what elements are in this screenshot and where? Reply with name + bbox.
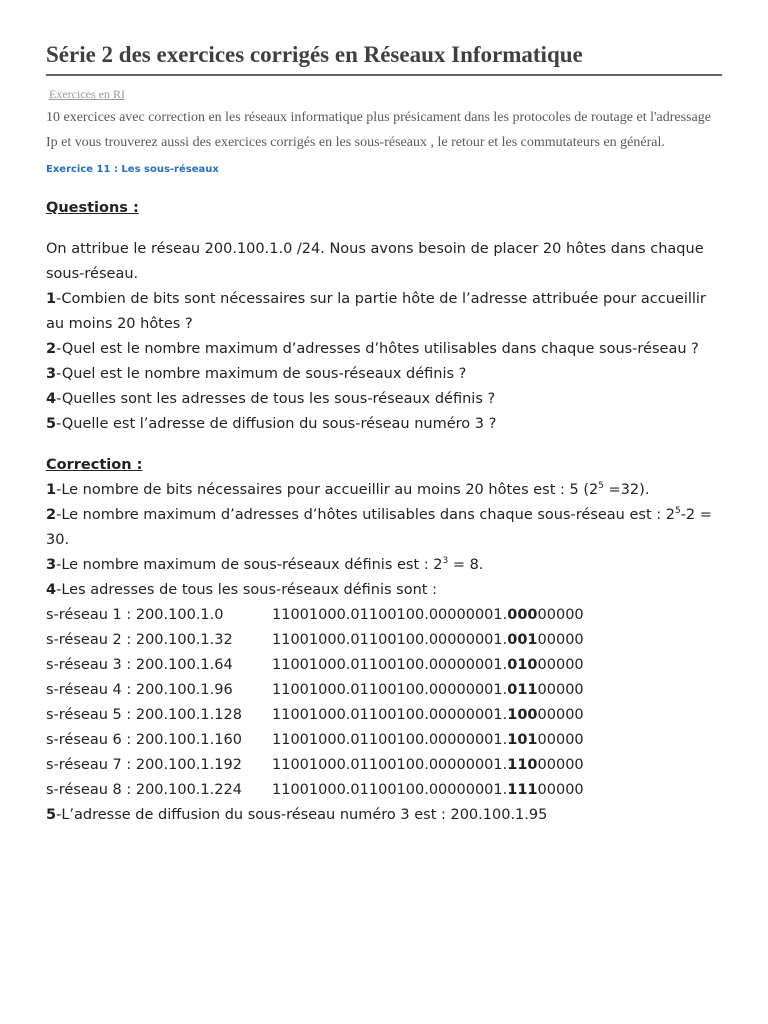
question-4: 4-Quelles sont les adresses de tous les sous-réseaux définis ?: [46, 391, 496, 407]
subnet-row-2: s-réseau 2 : 200.100.1.32 11001000.01100100.00000001.00100000: [46, 632, 584, 648]
question-2: 2-Quel est le nombre maximum d’adresses d’hôtes utilisables dans chaque sous-réseau ?: [46, 341, 699, 357]
question-5: 5-Quelle est l’adresse de diffusion du sous-réseau numéro 3 ?: [46, 416, 497, 432]
subnet-row-3: s-réseau 3 : 200.100.1.64 11001000.01100100.00000001.01000000: [46, 657, 584, 673]
document-page: [46, 40, 722, 828]
question-3: 3-Quel est le nombre maximum de sous-réseaux définis ?: [46, 366, 467, 382]
exercise-title: Exercice 11 : Les sous-réseaux: [46, 164, 219, 175]
questions-list: [46, 287, 722, 437]
subnet-row-5: s-réseau 5 : 200.100.1.128 11001000.01100100.00000001.10000000: [46, 707, 584, 723]
intro-paragraph: 10 exercices avec correction en les réseaux informatique plus présicament dans les protocoles de routage et l'adressage Ip et vous trouverez aussi des exercices corrigés en les sous-réseaux , le retour et les commutateurs en général.: [46, 110, 711, 150]
correction-heading: Correction :: [46, 457, 143, 473]
answer-4: 4-Les adresses de tous les sous-réseaux définis sont :: [46, 582, 437, 598]
answer-2: 2-Le nombre maximum d’adresses d’hôtes utilisables dans chaque sous-réseau est : $2^5-2 = 30$.: [46, 506, 712, 548]
answer-3: 3-Le nombre maximum de sous-réseaux définis est : $2^3 = 8$.: [46, 556, 484, 573]
subnet-row-1: s-réseau 1 : 200.100.1.0 11001000.01100100.00000001.00000000: [46, 607, 584, 623]
questions-heading: Questions :: [46, 200, 139, 216]
subnet-row-7: s-réseau 7 : 200.100.1.192 11001000.01100100.00000001.11000000: [46, 757, 584, 773]
answer-1: 1-Le nombre de bits nécessaires pour accueillir au moins 20 hôtes est : 5 $(2^5 =32)$.: [46, 481, 650, 498]
category-link[interactable]: Exercices en RI: [49, 87, 125, 101]
questions-intro: On attribue le réseau 200.100.1.0 /24. Nous avons besoin de placer 20 hôtes dans chaque sous-réseau.: [46, 241, 704, 282]
correction-list: [46, 478, 722, 828]
question-1: 1-Combien de bits sont nécessaires sur la partie hôte de l’adresse attribuée pour accueillir au moins 20 hôtes ?: [46, 291, 706, 332]
page-title: Série 2 des exercices corrigés en Réseaux Informatique: [46, 40, 722, 76]
subnet-row-4: s-réseau 4 : 200.100.1.96 11001000.01100100.00000001.01100000: [46, 682, 584, 698]
answer-5: 5-L’adresse de diffusion du sous-réseau numéro 3 est : 200.100.1.95: [46, 807, 548, 823]
subnet-row-8: s-réseau 8 : 200.100.1.224 11001000.01100100.00000001.11100000: [46, 782, 584, 798]
subnet-row-6: s-réseau 6 : 200.100.1.160 11001000.01100100.00000001.10100000: [46, 732, 584, 748]
